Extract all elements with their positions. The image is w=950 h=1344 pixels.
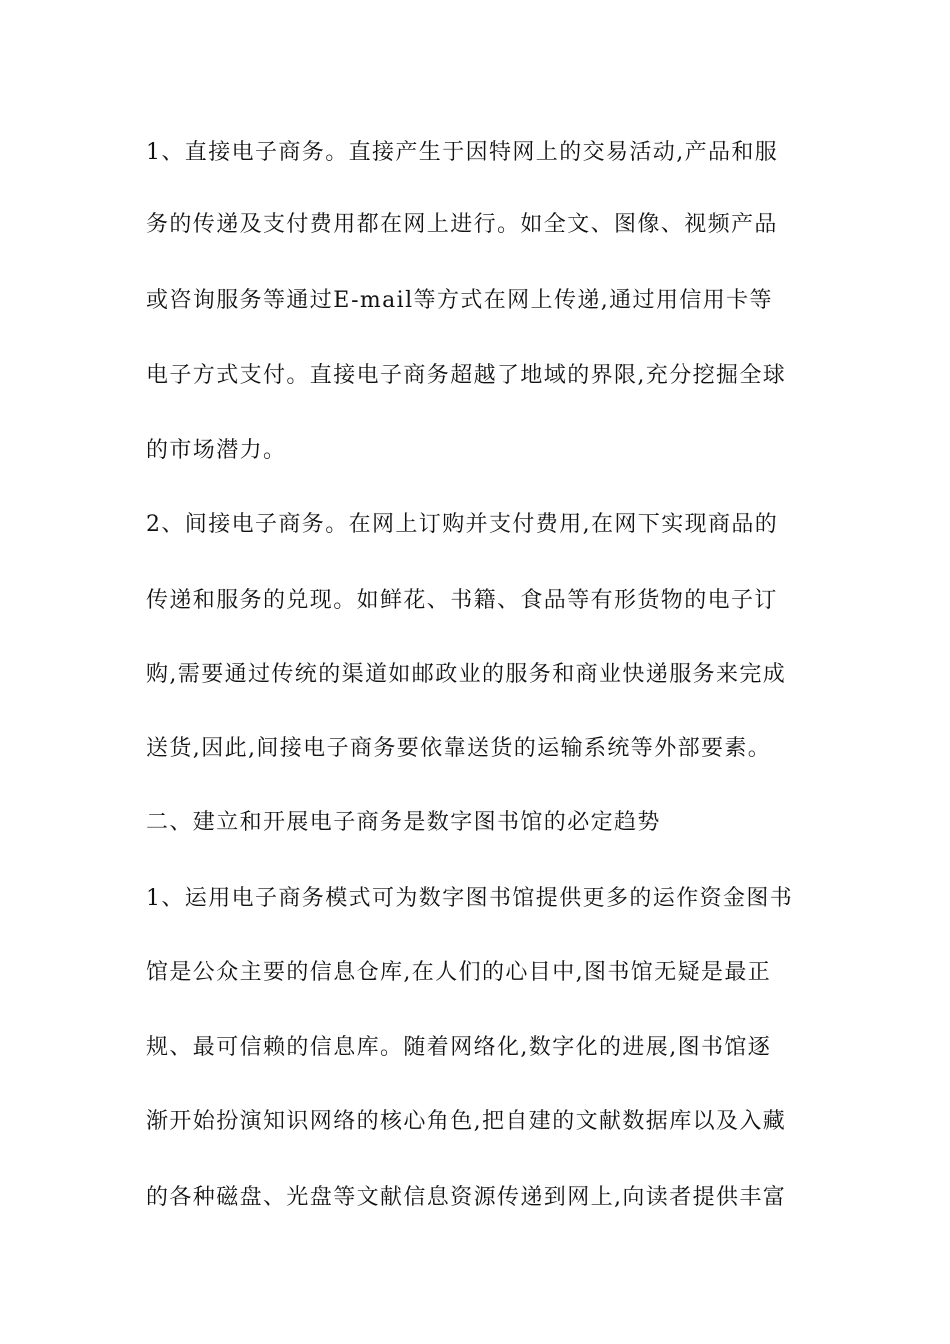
text-line: 的各种磁盘、光盘等文献信息资源传递到网上,向读者提供丰富 (146, 1185, 787, 1210)
text-line: 馆是公众主要的信息仓库,在人们的心目中,图书馆无疑是最正 (146, 960, 772, 985)
text-line: 传递和服务的兑现。如鲜花、书籍、食品等有形货物的电子订 (146, 588, 778, 613)
text-line: 渐开始扮演知识网络的核心角色,把自建的文献数据库以及入藏 (146, 1109, 787, 1134)
text-line: 2、间接电子商务。在网上订购并支付费用,在网下实现商品的 (146, 512, 779, 537)
text-line: 电子方式支付。直接电子商务超越了地域的界限,充分挖掘全球 (146, 363, 787, 388)
text-line: 1、运用电子商务模式可为数字图书馆提供更多的运作资金图书 (146, 886, 794, 911)
text-line: 购,需要通过传统的渠道如邮政业的服务和商业快递服务来完成 (146, 662, 787, 687)
text-line: 规、最可信赖的信息库。随着网络化,数字化的进展,图书馆逐 (146, 1035, 772, 1060)
text-line: 的市场潜力。 (146, 438, 287, 463)
text-line: 送货,因此,间接电子商务要依靠送货的运输系统等外部要素。 (146, 736, 772, 761)
text-line: 务的传递及支付费用都在网上进行。如全文、图像、视频产品 (146, 212, 778, 237)
section-heading: 二、建立和开展电子商务是数字图书馆的必定趋势 (146, 810, 661, 835)
text-line: 1、直接电子商务。直接产生于因特网上的交易活动,产品和服 (146, 140, 779, 165)
text-line: 或咨询服务等通过E-mail等方式在网上传递,通过用信用卡等 (146, 288, 773, 313)
